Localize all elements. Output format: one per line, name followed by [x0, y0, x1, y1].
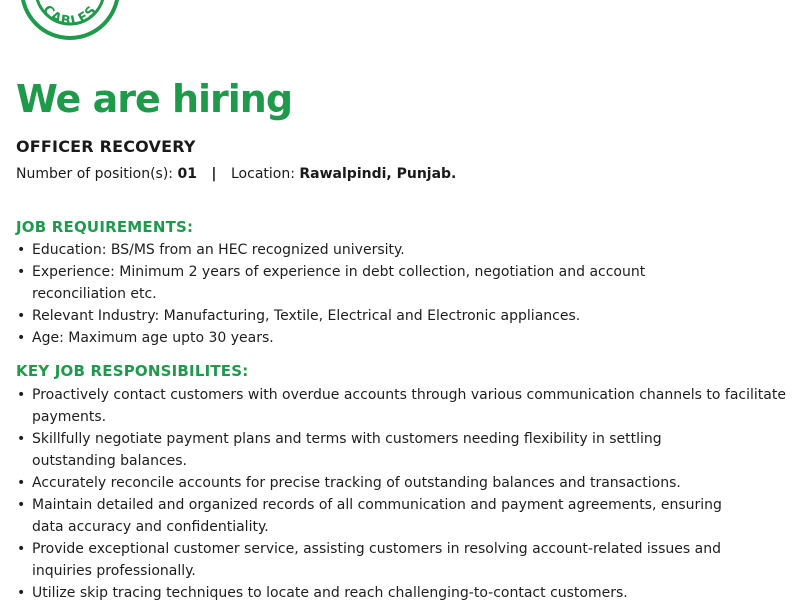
- job-meta: [16, 166, 456, 182]
- list-item: • Maintain detailed and organized records of all communication and payment agreements, ensuring data accuracy and confidentiality.: [16, 494, 732, 538]
- location-label: Location:: [231, 166, 295, 182]
- list-item: • Utilize skip tracing techniques to locate and reach challenging-to-contact customers.: [16, 582, 786, 600]
- positions-value: 01: [177, 166, 197, 182]
- list-item: • Experience: Minimum 2 years of experience in debt collection, negotiation and account reconciliation etc.: [16, 261, 722, 305]
- list-item: • Proactively contact customers with overdue accounts through various communication channels to facilitate payments.: [16, 384, 786, 428]
- meta-separator: |: [211, 166, 217, 182]
- list-item: • Skillfully negotiate payment plans and terms with customers needing flexibility in settling outstanding balances.: [16, 428, 732, 472]
- location-value: Rawalpindi, Punjab.: [299, 166, 457, 182]
- list-item: • Provide exceptional customer service, assisting customers in resolving account-related issues and inquiries professionally.: [16, 538, 762, 582]
- list-item: • Accurately reconcile accounts for precise tracking of outstanding balances and transactions.: [16, 472, 786, 494]
- responsibilities-heading: KEY JOB RESPONSIBILITES:: [16, 362, 249, 380]
- responsibilities-list: [16, 384, 786, 600]
- positions-label: Number of position(s):: [16, 166, 174, 182]
- logo-text: CABLES: [39, 2, 101, 30]
- company-logo: [18, 0, 122, 42]
- requirements-heading: JOB REQUIREMENTS:: [16, 218, 194, 236]
- list-item: • Age: Maximum age upto 30 years.: [16, 327, 786, 349]
- requirements-list: [16, 239, 786, 349]
- list-item: • Relevant Industry: Manufacturing, Textile, Electrical and Electronic appliances.: [16, 305, 786, 327]
- list-item: • Education: BS/MS from an HEC recognized university.: [16, 239, 786, 261]
- svg-text:CABLES: [39, 3, 100, 30]
- job-title: OFFICER RECOVERY: [16, 137, 196, 156]
- headline: We are hiring: [16, 77, 293, 121]
